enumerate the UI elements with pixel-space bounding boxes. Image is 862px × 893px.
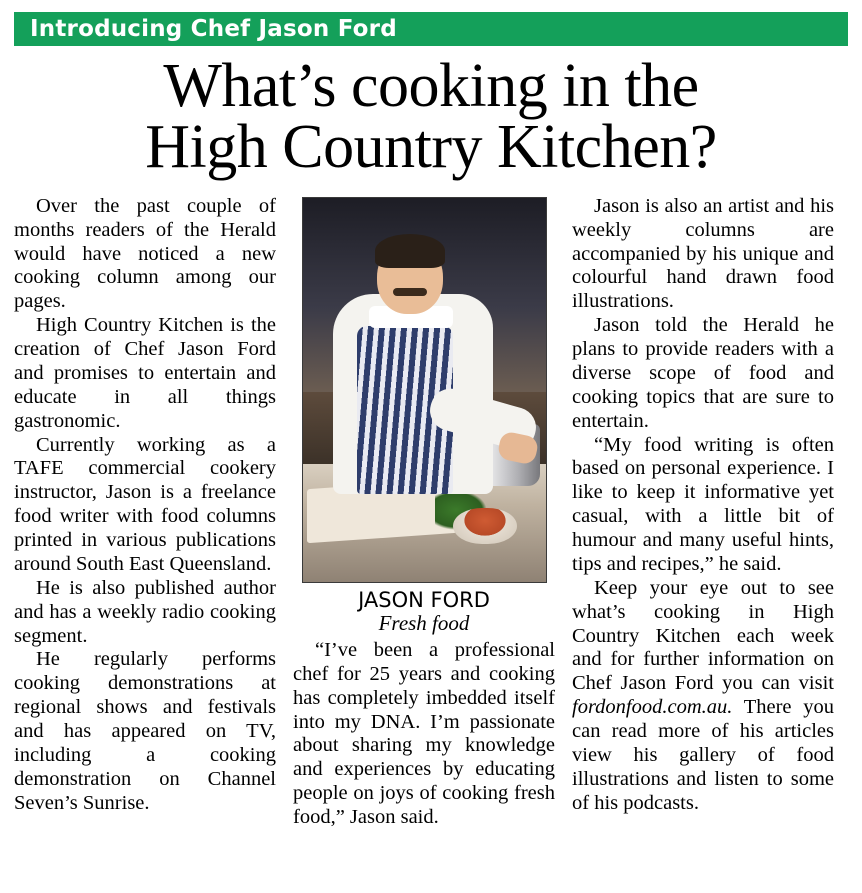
paragraph: High Country Kitchen is the creation of Chef Jason Ford and promises to entertain and educate in all things gastronomic. [14,314,276,432]
headline-line-1: What’s cooking in the [163,52,699,120]
paragraph-text-before: Keep your eye out to see what’s cooking in High Country Kitchen each week and for further information on Chef Jason Ford you can visit [572,576,834,695]
paragraph: Currently working as a TAFE commercial cookery instructor, Jason is a freelance food writer with food columns printed in various publications around South East Queensland. [14,433,276,575]
photo-chef-mustache [393,288,427,296]
kicker-label: Introducing Chef Jason Ford [30,16,397,42]
caption-role: Fresh food [378,610,470,635]
kicker-bar [14,12,848,46]
page-title [14,52,848,182]
paragraph: He regularly performs cooking demonstrations at regional shows and festivals and has appeared on TV, including a cooking demonstration on Channel Seven’s Sunrise. [14,648,276,814]
paragraph: “I’ve been a professional chef for 25 years and cooking has completely imbedded itself into my DNA. I’m passionate about sharing my knowledge and experiences by educating people on joys of cooking fresh food,” Jason said. [293,638,555,829]
paragraph: Jason told the Herald he plans to provide readers with a diverse scope of food and cooking topics that are sure to entertain. [572,314,834,432]
website-link[interactable]: fordonfood.com.au. [572,696,733,719]
caption-name: JASON FORD [358,587,490,612]
photo-caption [293,589,555,635]
paragraph: He is also published author and has a weekly radio cooking segment. [14,576,276,647]
column-right [572,195,834,830]
article-columns [14,195,848,830]
column-left [14,195,276,830]
paragraph: “My food writing is often based on personal experience. I like to keep it informative yet casual, with a little bit of humour and many useful hints, tips and recipes,” he said. [572,433,834,575]
paragraph: Over the past couple of months readers of the Herald would have noticed a new cooking column among our pages. [14,194,276,313]
paragraph-with-website [572,577,834,816]
photo-chef-hair [375,234,445,268]
paragraph-text-after: There you can read more of his articles view his gallery of food illustrations and listen to some of his podcasts. [572,696,834,814]
column-center-body [293,639,555,830]
column-center [293,195,555,830]
photo-bowl [453,508,517,544]
chef-photo [302,197,547,583]
paragraph: Jason is also an artist and his weekly columns are accompanied by his unique and colourful hand drawn food illustrations. [572,194,834,313]
newspaper-article-page [0,12,862,893]
headline-line-2: High Country Kitchen? [145,113,717,182]
